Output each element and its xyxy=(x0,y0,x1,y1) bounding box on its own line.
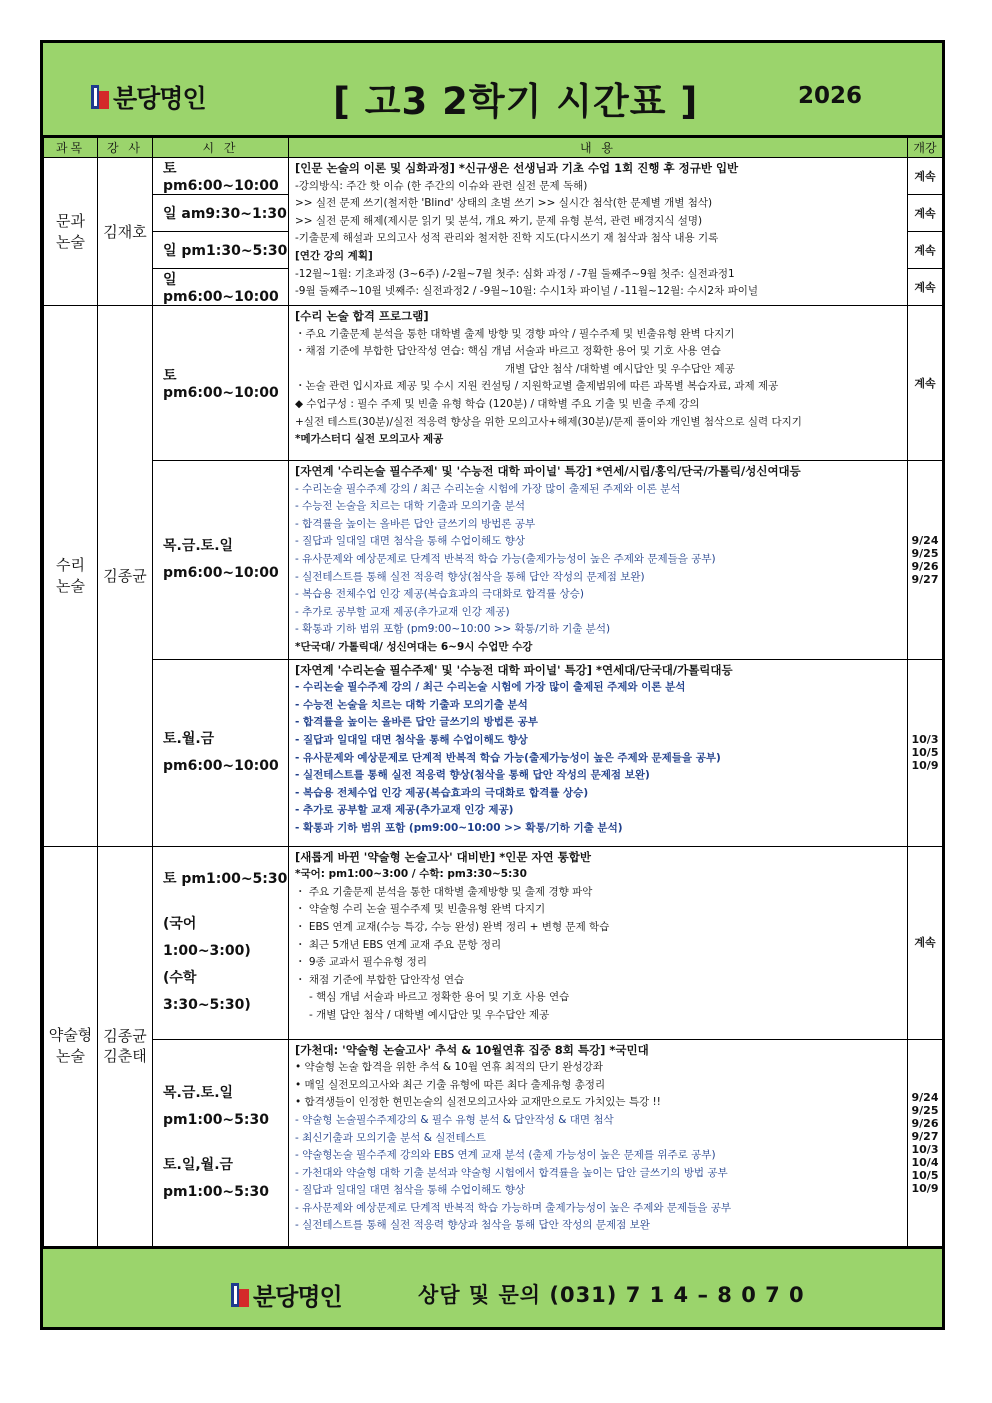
open-date: 10/9 xyxy=(911,1181,939,1195)
open-date: 9/26 xyxy=(911,1116,939,1130)
content-line: ・ 9종 교과서 필수유형 정리 xyxy=(295,956,427,969)
time-sub: (수학 3:30~5:30) xyxy=(163,970,251,1014)
table-row xyxy=(44,306,943,461)
open-cell xyxy=(908,1039,943,1246)
open-cell: 계속 xyxy=(908,232,943,269)
col-header-open: 개강 xyxy=(908,138,943,158)
timetable-sheet xyxy=(40,40,945,1330)
content-line: 개별 답안 첨삭 /대학별 예시답안 및 우수답안 제공 xyxy=(505,362,735,375)
content-line: ◆ 수업구성 : 필수 주제 및 빈출 유형 학습 (120분) / 대학별 주요 기출 및 빈출 주제 강의 xyxy=(295,397,700,410)
footer-brand-name: 분당명인 xyxy=(253,1283,342,1311)
open-date: 10/3 xyxy=(911,1142,939,1156)
open-date: 9/26 xyxy=(911,559,939,573)
open-date: 10/5 xyxy=(911,746,939,760)
contact-phone: 상담 및 문의 (031) 7 1 4 – 8 0 7 0 xyxy=(418,1283,805,1307)
open-date: 10/5 xyxy=(911,1168,939,1182)
open-date: 9/27 xyxy=(911,1129,939,1143)
col-header-subject: 과목 xyxy=(44,138,98,158)
content-line: - 수능전 논술을 치르는 대학 기출과 모의기출 분석 xyxy=(295,500,526,513)
page-title: [ 고3 2학기 시간표 ] xyxy=(333,80,699,123)
content-line: ・ EBS 연계 교재(수능 특강, 수능 완성) 완벽 정리 + 변형 문제 학습 xyxy=(295,920,610,933)
open-cell: 계속 xyxy=(908,306,943,461)
content-line: ・ 약술형 수리 논술 필수주제 및 빈출유형 완벽 다지기 xyxy=(295,903,546,916)
content-title: [인문 논술의 이론 및 심화과정] *신규생은 선생님과 기초 수업 1회 진행 후 정규반 입반 xyxy=(295,161,739,175)
content-line: ・ 최근 5개년 EBS 연계 교재 주요 문항 정리 xyxy=(295,938,502,951)
table-row xyxy=(44,158,943,195)
content-line: - 약술형논술 필수주제 강의와 EBS 연계 교재 분석 (출제 가능성이 높은 문제를 위주로 공부) xyxy=(295,1149,716,1162)
content-title: [가천대: '약술형 논술고사' 추석 & 10월연휴 집중 8회 특강] *국민대 xyxy=(295,1042,649,1057)
content-line: >> 실전 문제 해제(제시문 읽기 및 분석, 개요 짜기, 문제 유형 분석, 관련 배경지식 설명) xyxy=(295,214,703,227)
content-line: • 매일 실전모의고사와 최근 기출 유형에 따른 최다 출제유형 총정리 xyxy=(295,1078,606,1091)
subject-cell xyxy=(44,306,98,847)
content-line: - 유사문제와 예상문제로 단계적 반복적 학습 가능(출제가능성이 높은 주제와 문제들을 공부) xyxy=(295,552,716,565)
content-cell xyxy=(289,846,908,1039)
time-days: 토.월.금 xyxy=(163,730,215,747)
content-line: • 합격생들이 인정한 현민논술의 실전모의고사와 교재만으로도 가치있는 특강 !! xyxy=(295,1096,661,1109)
subject-label: 문과 xyxy=(56,211,85,230)
content-subtitle: *국어: pm1:00~3:00 / 수학: pm3:30~5:30 xyxy=(295,868,527,881)
teacher-cell xyxy=(98,846,153,1246)
open-date: 9/27 xyxy=(911,572,939,586)
content-line: ・논술 관련 입시자료 제공 및 수시 지원 컨설팅 / 지원학교별 출제범위에 따른 과목별 복습자료, 과제 제공 xyxy=(295,380,779,393)
table-row xyxy=(44,659,943,846)
time-days: 목.금.토.일 xyxy=(163,1084,234,1101)
content-line: >> 실전 문제 쓰기(철저한 'Blind' 상태의 초벌 쓰기 >> 실시간 첨삭(한 문제별 개별 첨삭) xyxy=(295,197,713,210)
content-line: - 복습용 전체수업 인강 제공(복습효과의 극대화로 합격률 상승) xyxy=(295,588,584,601)
content-line: - 개별 답안 첨삭 / 대학별 예시답안 및 우수답안 제공 xyxy=(309,1008,550,1021)
subject-cell xyxy=(44,846,98,1246)
content-line: -9월 둘째주~10월 넷째주: 실전과정2 / -9월~10월: 수시1차 파이널 / -11월~12월: 수시2차 파이널 xyxy=(295,285,759,298)
open-date: 10/4 xyxy=(911,1155,939,1169)
brand-logo xyxy=(91,79,206,115)
content-line: -기출문제 해설과 모의고사 성적 관리와 철저한 진학 지도(다시쓰기 재 첨삭과 첨삭 내용 기록 xyxy=(295,232,719,245)
subject-label: 수리 xyxy=(56,555,85,574)
subject-label: 논술 xyxy=(56,232,85,251)
open-cell: 계속 xyxy=(908,846,943,1039)
content-line: - 추가로 공부할 교재 제공(추가교재 인강 제공) xyxy=(295,605,510,618)
content-line: - 가천대와 약술형 대학 기출 분석과 약술형 시험에서 합격률을 높이는 답안 글쓰기의 방법 공부 xyxy=(295,1166,728,1179)
content-line: • 약술형 논술 합격을 위한 추석 & 10월 연휴 최적의 단기 완성강좌 xyxy=(295,1061,603,1074)
content-title: [새롭게 바뀐 '약술형 논술고사' 대비반] *인문 자연 통합반 xyxy=(295,849,591,864)
table-header-row xyxy=(44,138,943,158)
content-line: ・ 채점 기준에 부합한 답안작성 연습 xyxy=(295,973,465,986)
open-cell xyxy=(908,659,943,846)
content-cell xyxy=(289,158,908,306)
brand-name: 분당명인 xyxy=(113,84,206,113)
open-date: 9/24 xyxy=(911,533,939,547)
content-subtitle: [연간 강의 계획] xyxy=(295,249,373,262)
content-line: - 실전테스트를 통해 실전 적응력 향상(첨삭을 통해 답안 작성의 문제점 보완) xyxy=(295,570,645,583)
content-line: - 확통과 기하 범위 포함 (pm9:00~10:00 >> 확통/기하 기출 분석) xyxy=(295,623,611,636)
open-cell xyxy=(908,461,943,660)
teacher-cell: 김재호 xyxy=(98,158,153,306)
col-header-teacher: 강 사 xyxy=(98,138,153,158)
table-row xyxy=(44,461,943,660)
time-days: 토.일,월.금 xyxy=(163,1156,234,1173)
subject-label: 논술 xyxy=(56,576,85,595)
subject-cell xyxy=(44,158,98,306)
content-cell xyxy=(289,659,908,846)
content-line: - 유사문제와 예상문제로 단계적 반복적 학습 가능(출제가능성이 높은 주제와 문제들을 공부) xyxy=(295,751,721,764)
content-line: -12월~1월: 기초과정 (3~6주) /-2월~7월 첫주: 심화 과정 / -7월 둘째주~9월 첫주: 실전과정1 xyxy=(295,267,735,280)
open-cell: 계속 xyxy=(908,195,943,232)
col-header-content: 내 용 xyxy=(289,138,908,158)
content-line: - 질답과 일대일 대면 첨삭을 통해 수업이해도 향상 xyxy=(295,733,528,746)
content-line: -강의방식: 주간 핫 이슈 (한 주간의 이슈와 관련 실전 문제 독해) xyxy=(295,179,588,192)
content-title: [자연계 '수리논술 필수주제' 및 '수능전 대학 파이널' 특강] *연세/시립/홍익/단국/가톨릭/성신여대등 xyxy=(295,464,801,478)
content-line: - 실전테스트를 통해 실전 적응력 향상과 첨삭을 통해 답안 작성의 문제점 보완 xyxy=(295,1219,650,1232)
year-label: 2026 xyxy=(798,83,863,109)
subject-label: 약술형 xyxy=(48,1026,93,1045)
open-date: 9/25 xyxy=(911,1103,939,1117)
time-range: 토 pm1:00~5:30 xyxy=(163,871,288,888)
header-bar xyxy=(43,43,942,137)
time-range: pm6:00~10:00 xyxy=(163,564,279,581)
content-line: - 확통과 기하 범위 포함 (pm9:00~10:00 >> 확통/기하 기출 분석) xyxy=(295,821,623,834)
col-header-time: 시 간 xyxy=(153,138,289,158)
teacher-name: 김춘태 xyxy=(103,1047,147,1066)
teacher-name: 김종균 xyxy=(103,1027,147,1046)
content-line: - 질답과 일대일 대면 첨삭을 통해 수업이해도 향상 xyxy=(295,1184,526,1197)
content-line: +실전 테스트(30분)/실전 적응력 향상을 위한 모의고사+해제(30분)/문제 풀이와 개인별 첨삭으로 실력 다지기 xyxy=(295,415,802,428)
time-range: pm1:00~5:30 xyxy=(163,1111,269,1128)
schedule-table xyxy=(43,137,943,1247)
content-line: - 약술형 논술필수주제강의 & 필수 유형 분석 & 답안작성 & 대면 첨삭 xyxy=(295,1113,614,1126)
time-cell: 토 pm6:00~10:00 xyxy=(153,158,289,195)
footer-logo xyxy=(231,1277,342,1312)
content-line: ・채점 기준에 부합한 답안작성 연습: 핵심 개념 서술과 바르고 정확한 용어 및 기호 사용 연습 xyxy=(295,345,721,358)
open-date: 9/25 xyxy=(911,546,939,560)
content-cell xyxy=(289,461,908,660)
time-cell xyxy=(153,461,289,660)
content-line: - 유사문제와 예상문제로 단계적 반복적 학습 가능하며 출제가능성이 높은 주제와 문제들을 공부 xyxy=(295,1201,732,1214)
time-cell: 토 pm6:00~10:00 xyxy=(153,306,289,461)
time-cell: 일 am9:30~1:30 xyxy=(153,195,289,232)
open-date: 9/24 xyxy=(911,1090,939,1104)
table-row xyxy=(44,846,943,1039)
open-cell: 계속 xyxy=(908,269,943,306)
open-date: 10/9 xyxy=(911,759,939,773)
content-line: - 최신기출과 모의기출 분석 & 실전테스트 xyxy=(295,1131,486,1144)
logo-mark-icon xyxy=(91,85,109,109)
content-line: - 합격률을 높이는 올바른 답안 글쓰기의 방법론 공부 xyxy=(295,716,538,729)
teacher-cell: 김종균 xyxy=(98,306,153,847)
content-note: *단국대/ 가톨릭대/ 성신여대는 6~9시 수업만 수강 xyxy=(295,640,533,653)
content-line: - 질답과 일대일 대면 첨삭을 통해 수업이해도 향상 xyxy=(295,535,526,548)
open-date: 10/3 xyxy=(911,733,939,747)
time-cell: 일 pm1:30~5:30 xyxy=(153,232,289,269)
content-title: [자연계 '수리논술 필수주제' 및 '수능전 대학 파이널' 특강] *연세대/단국대/가톨릭대등 xyxy=(295,662,733,677)
content-line: - 핵심 개념 서술과 바르고 정확한 용어 및 기호 사용 연습 xyxy=(309,991,570,1004)
time-cell xyxy=(153,1039,289,1246)
subject-label: 논술 xyxy=(56,1047,85,1066)
content-title: [수리 논술 합격 프로그램] xyxy=(295,309,429,323)
content-cell xyxy=(289,1039,908,1246)
content-line: - 수리논술 필수주제 강의 / 최근 수리논술 시험에 가장 많이 출제된 주제와 이론 분석 xyxy=(295,482,681,495)
logo-mark-icon xyxy=(231,1283,249,1307)
content-note: *메가스터디 실전 모의고사 제공 xyxy=(295,433,444,446)
time-cell xyxy=(153,846,289,1039)
content-line: ・주요 기출문제 분석을 통한 대학별 출제 방향 및 경향 파악 / 필수주제 및 빈출유형 완벽 다지기 xyxy=(295,327,735,340)
content-cell xyxy=(289,306,908,461)
time-range: pm1:00~5:30 xyxy=(163,1183,269,1200)
time-cell: 일 pm6:00~10:00 xyxy=(153,269,289,306)
content-line: - 추가로 공부할 교재 제공(추가교재 인강 제공) xyxy=(295,804,514,817)
content-line: ・ 주요 기출문제 분석을 통한 대학별 출제방향 및 출제 경향 파악 xyxy=(295,885,593,898)
content-line: - 합격률을 높이는 올바른 답안 글쓰기의 방법론 공부 xyxy=(295,517,536,530)
table-row xyxy=(44,1039,943,1246)
time-cell xyxy=(153,659,289,846)
content-line: - 수리논술 필수주제 강의 / 최근 수리논술 시험에 가장 많이 출제된 주제와 이론 분석 xyxy=(295,681,686,694)
time-days: 목.금.토.일 xyxy=(163,537,234,554)
content-line: - 수능전 논술을 치르는 대학 기출과 모의기출 분석 xyxy=(295,698,528,711)
content-line: - 복습용 전체수업 인강 제공(복습효과의 극대화로 합격률 상승) xyxy=(295,786,589,799)
time-range: pm6:00~10:00 xyxy=(163,757,279,774)
time-sub: (국어 1:00~3:00) xyxy=(163,916,251,960)
footer-bar xyxy=(43,1247,942,1327)
content-line: - 실전테스트를 통해 실전 적응력 향상(첨삭을 통해 답안 작성의 문제점 보완) xyxy=(295,769,650,782)
open-cell: 계속 xyxy=(908,158,943,195)
